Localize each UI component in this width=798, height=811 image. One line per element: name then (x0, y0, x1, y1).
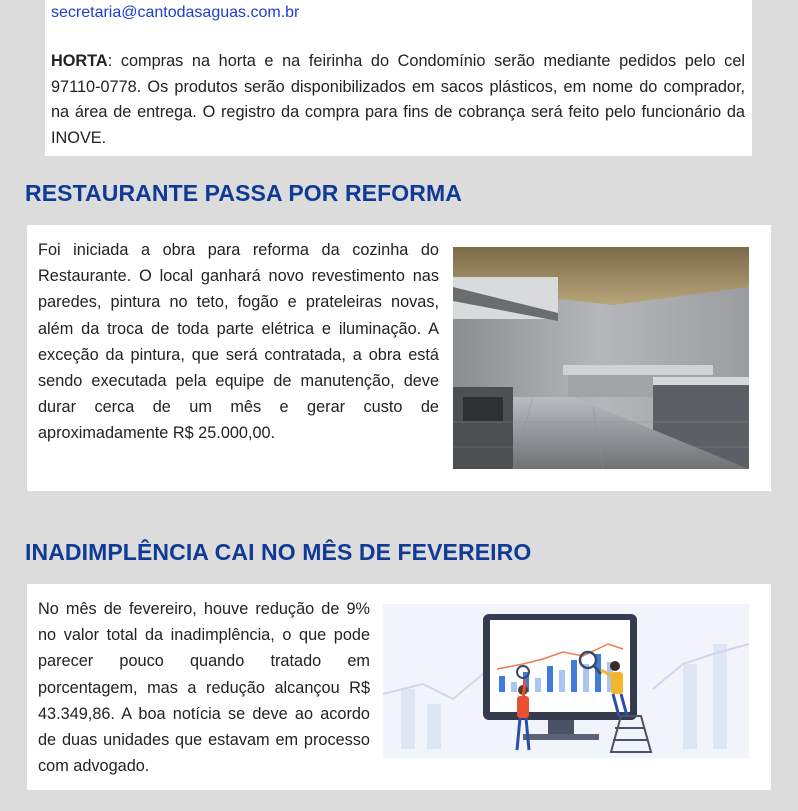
kitchen-photo (453, 247, 749, 469)
restaurant-card (27, 225, 771, 491)
restaurant-body: Foi iniciada a obra para reforma da cozinha do Restaurante. O local ganhará novo revestimento nas paredes, pintura no teto, fogão e prateleiras novas, além da troca de toda parte elétrica e iluminação. A exceção da pintura, que será contratada, a obra está sendo executada pela equipe de manutenção, deve durar cerca de um mês e gerar custo de aproximadamente R$ 25.000,00. (38, 241, 439, 443)
horta-text: : compras na horta e na feirinha do Condomínio serão mediante pedidos pelo cel 97110-0778. Os produtos serão disponibilizados em sacos plásticos, em nome do comprador, na área de entrega. O registro da compra para fins de cobrança será feito pelo funcionário da INOVE. (51, 52, 745, 147)
restaurant-heading: RESTAURANTE PASSA POR REFORMA (25, 180, 462, 206)
inadimplencia-heading: INADIMPLÊNCIA CAI NO MÊS DE FEVEREIRO (25, 539, 532, 565)
horta-paragraph (51, 49, 745, 151)
horta-card (45, 0, 752, 156)
horta-label: HORTA (51, 52, 108, 70)
finance-illustration (383, 604, 749, 758)
secretaria-email-link[interactable]: secretaria@cantodasaguas.com.br (51, 4, 300, 21)
inadimplencia-card (27, 584, 771, 790)
inadimplencia-body: No mês de fevereiro, houve redução de 9% no valor total da inadimplência, o que pode parecer pouco quando tratado em porcentagem, mas a redução alcançou R$ 43.349,86. A boa notícia se deve ao acordo de duas unidades que estavam em processo com advogado. (38, 600, 370, 776)
